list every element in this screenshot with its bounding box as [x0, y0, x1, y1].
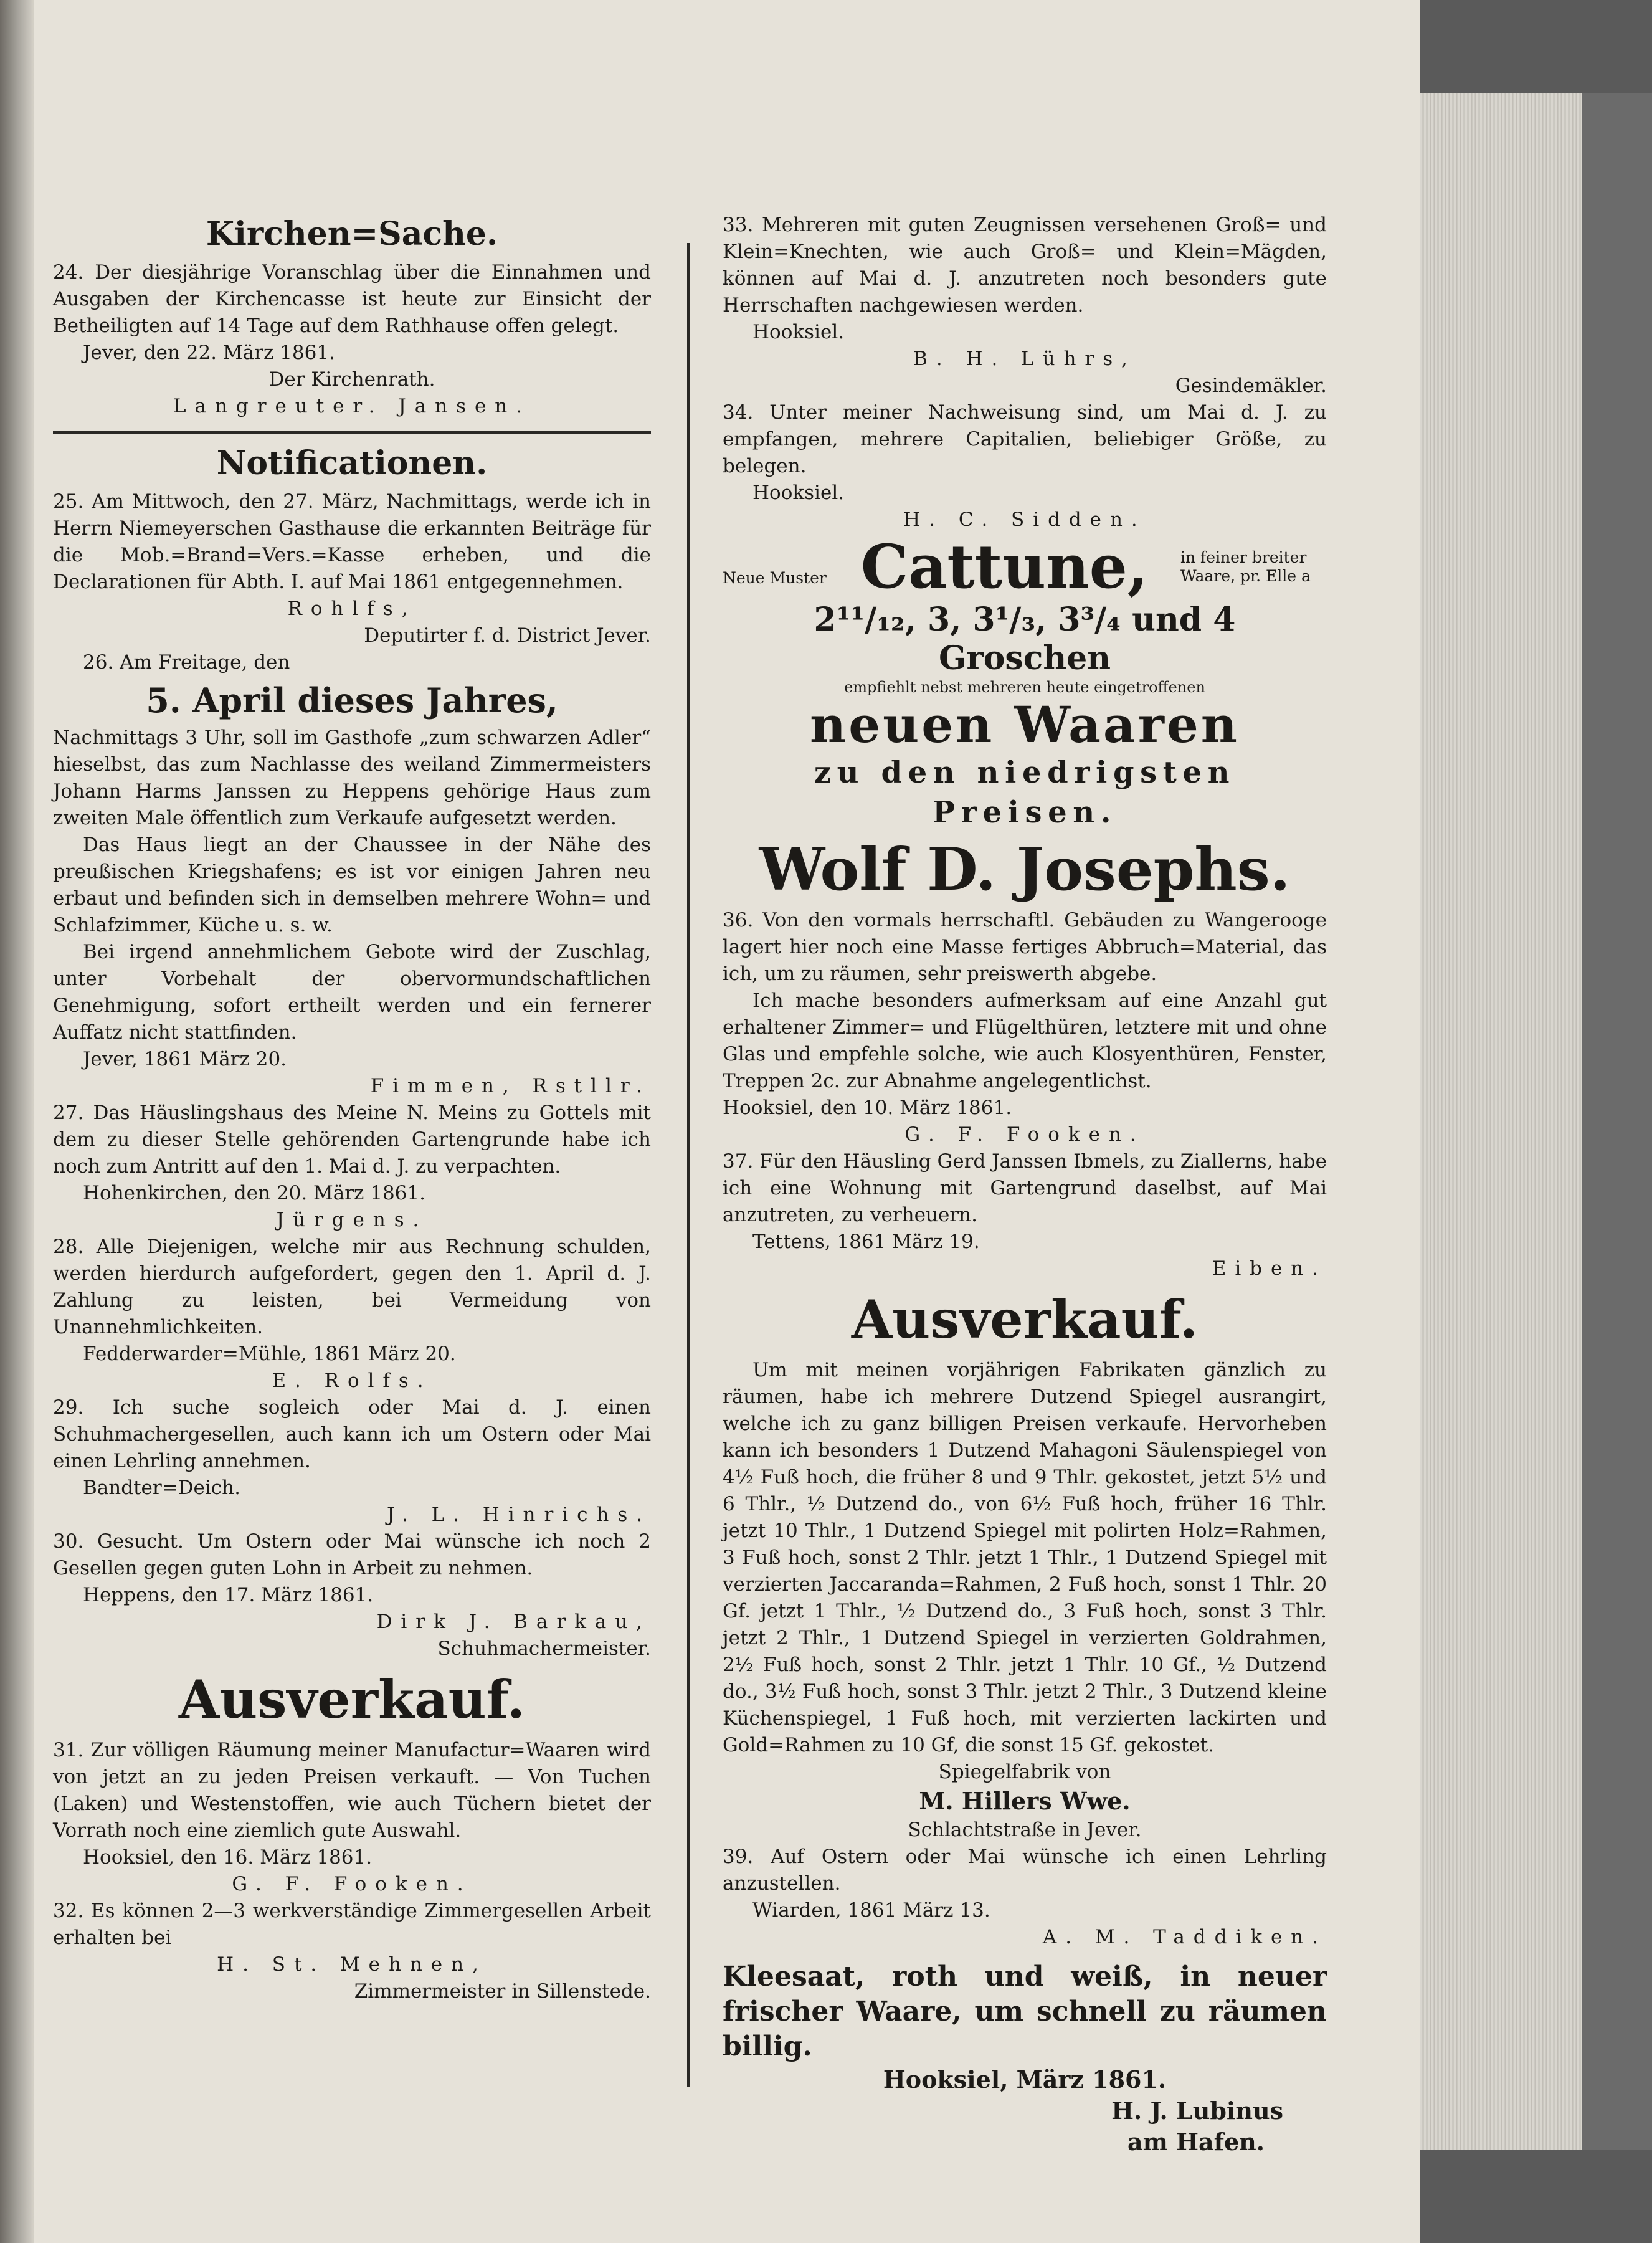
lubinus-address: am Hafen.	[1127, 2128, 1265, 2156]
notice-39-date: Wiarden, 1861 März 13.	[752, 1899, 990, 1922]
notice-26: Nachmittags 3 Uhr, soll im Gasthofe „zum schwarzen Adler“ hieselbst, das zum Nachlasse des weiland Zimmermeisters Johann Harms Janssen zu Heppens gehörige Haus zum zweiten Male öffentlich zum Verkaufe aufgesetzt werden.	[53, 726, 651, 829]
notice-30-date: Heppens, den 17. März 1861.	[83, 1584, 374, 1606]
notice-30-title: Schuhmachermeister.	[437, 1637, 651, 1660]
cattune-price: 2¹¹/₁₂, 3, 3¹/₃, 3³/₄ und 4 Groschen	[814, 601, 1236, 677]
notice-34-signature: H. C. Sidden.	[903, 508, 1146, 531]
notice-24-signature: Langreuter. Jansen.	[173, 395, 531, 417]
book-cover	[1582, 93, 1652, 2150]
notice-31-date: Hooksiel, den 16. März 1861.	[83, 1846, 373, 1869]
spiegelfabrik-label: Spiegelfabrik von	[938, 1761, 1111, 1783]
notice-26-terms: Bei irgend annehmlichem Gebote wird der Zuschlag, unter Vorbehalt der obervormundschaftlichen Genehmigung, sofort ertheilt werden und ein fernerer Auffatz nicht stattfinden.	[53, 941, 651, 1044]
notice-27-date: Hohenkirchen, den 20. März 1861.	[83, 1182, 425, 1204]
notice-31-signature: G. F. Fooken.	[232, 1873, 472, 1895]
notice-33-signature: B. H. Lührs,	[913, 348, 1136, 370]
lubinus-name: H. J. Lubinus	[1111, 2097, 1283, 2125]
notice-37-date: Tettens, 1861 März 19.	[752, 1231, 980, 1253]
notice-28: 28. Alle Diejenigen, welche mir aus Rechnung schulden, werden hierdurch aufgefordert, gegen den 1. April d. J. Zahlung zu leisten, bei Vermeidung von Unannehmlichkeiten.	[53, 1236, 651, 1338]
notice-39: 39. Auf Ostern oder Mai wünsche ich einen Lehrling anzustellen.	[723, 1845, 1327, 1895]
notice-36-doors: Ich mache besonders aufmerksam auf eine Anzahl gut erhaltener Zimmer= und Flügelthüren, letztere mit und ohne Glas und empfehle solche, wie auch Klosyenthüren, Fenster, Treppen 2c. zur Abnahme angelegentlichst.	[723, 989, 1327, 1092]
notice-31: 31. Zur völligen Räumung meiner Manufactur=Waaren wird von jetzt an zu jeden Preisen verkauft. — Von Tuchen (Laken) und Westenstoffen, wie auch Tüchern bietet der Vorrath noch eine ziemlich gute Auswahl.	[53, 1739, 651, 1842]
notice-29: 29. Ich suche sogleich oder Mai d. J. einen Schuhmachergesellen, auch kann ich um Ostern oder Mai einen Lehrling annehmen.	[53, 1396, 651, 1472]
notice-24-org: Der Kirchenrath.	[268, 368, 435, 391]
notice-36: 36. Von den vormals herrschaftl. Gebäuden zu Wangerooge lagert hier noch eine Masse fertiges Abbruch=Material, das ich, um zu räumen, sehr preiswerth abgebe.	[723, 909, 1327, 985]
notice-26-house: Das Haus liegt an der Chaussee in der Nähe des preußischen Kriegshafens; es ist vor einigen Jahren neu erbaut und befinden sich in demselben mehrere Wohn= und Schlafzimmer, Küche u. s. w.	[53, 834, 651, 936]
notice-26-date-headline: 5. April dieses Jahres,	[146, 680, 558, 720]
notice-34-place: Hooksiel.	[752, 482, 845, 504]
notice-27: 27. Das Häuslingshaus des Meine N. Meins zu Gottels mit dem zu dieser Stelle gehörenden Gartengrunde habe ich noch zum Antritt auf den 1. Mai d. J. zu verpachten.	[53, 1102, 651, 1178]
notice-29-signature: J. L. Hinrichs.	[386, 1503, 651, 1526]
notice-29-place: Bandter=Deich.	[83, 1477, 240, 1499]
notice-26-intro: 26. Am Freitage, den	[83, 651, 290, 674]
right-column	[723, 212, 1327, 2158]
notice-32: 32. Es können 2—3 werkverständige Zimmergesellen Arbeit erhalten bei	[53, 1900, 651, 1949]
notice-30-signature: Dirk J. Barkau,	[376, 1611, 651, 1633]
notice-25-title: Deputirter f. d. District Jever.	[364, 624, 651, 647]
notice-33: 33. Mehreren mit guten Zeugnissen versehenen Groß= und Klein=Knechten, wie auch Groß= und Klein=Mägden, können auf Mai d. J. anzutreten noch besonders gute Herrschaften nachgewiesen werden.	[723, 214, 1327, 317]
notice-33-title: Gesindemäkler.	[1175, 374, 1327, 397]
notice-39-signature: A. M. Taddiken.	[1042, 1926, 1327, 1948]
neuen-waaren-headline: neuen Waaren	[810, 695, 1240, 754]
cattune-left-note: Neue Muster	[723, 568, 827, 587]
notice-28-signature: E. Rolfs.	[272, 1369, 432, 1392]
cattune-ad	[723, 533, 1327, 601]
notice-36-date: Hooksiel, den 10. März 1861.	[723, 1097, 1012, 1119]
book-page-edges	[1420, 93, 1582, 2150]
notificationen-heading: Notificationen.	[216, 444, 488, 482]
notice-25-name: Rohlfs,	[287, 598, 417, 620]
notice-37-signature: Eiben.	[1212, 1257, 1327, 1280]
notice-32-title: Zimmermeister in Sillenstede.	[354, 1980, 651, 2003]
notice-25: 25. Am Mittwoch, den 27. März, Nachmittags, werde ich in Herrn Niemeyerschen Gasthause die erkannten Beiträge für die Mob.=Brand=Vers.=Kasse erheben, und die Declarationen für Abth. I. auf Mai 1861 entgegennehmen.	[53, 490, 651, 593]
ausverkauf-headline-left: Ausverkauf.	[178, 1669, 526, 1730]
notice-32-signature: H. St. Mehnen,	[217, 1953, 487, 1976]
notice-24-date: Jever, den 22. März 1861.	[83, 341, 335, 364]
hillers-name: M. Hillers Wwe.	[919, 1787, 1131, 1815]
notice-27-signature: Jürgens.	[276, 1209, 428, 1231]
book-gutter	[0, 0, 34, 2243]
ausverkauf-headline-right: Ausverkauf.	[851, 1288, 1199, 1350]
kleesaat-ad: Kleesaat, roth und weiß, in neuer frischer Waare, um schnell zu räumen billig.	[723, 1961, 1327, 2062]
notice-26-signature: Fimmen, Rstllr.	[370, 1075, 651, 1097]
notice-33-place: Hooksiel.	[752, 321, 845, 343]
cattune-title: Cattune,	[860, 531, 1149, 602]
notice-36-signature: G. F. Fooken.	[904, 1123, 1145, 1146]
section-rule	[53, 431, 651, 434]
cattune-right-note: in feiner breiter Waare, pr. Elle a	[1180, 548, 1311, 585]
notice-37: 37. Für den Häusling Gerd Janssen Ibmels, zu Ziallerns, habe ich eine Wohnung mit Gartengrund daselbst, auf Mai anzutreten, zu verheuern.	[723, 1150, 1327, 1226]
kleesaat-date: Hooksiel, März 1861.	[883, 2065, 1167, 2093]
cattune-small-text: empfiehlt nebst mehreren heute eingetroffenen	[844, 679, 1205, 696]
niedrigsten-preisen: zu den niedrigsten Preisen.	[814, 755, 1236, 830]
notice-38-mirrors: Um mit meinen vorjährigen Fabrikaten gänzlich zu räumen, habe ich mehrere Dutzend Spiegel ausrangirt, welche ich zu ganz billigen Preisen verkaufe. Hervorheben kann ich besonders 1 Dutzend Mahagoni Säulenspiegel von 4½ Fuß hoch, die früher 8 und 9 Thlr. gekostet, jetzt 5½ und 6 Thlr., ½ Dutzend do., von 6½ Fuß hoch, früher 16 Thlr. jetzt 10 Thlr., 1 Dutzend Spiegel mit polirten Holz=Rahmen, 3 Fuß hoch, sonst 2 Thlr. jetzt 1 Thlr., 1 Dutzend Spiegel mit verzierten Jaccaranda=Rahmen, 2 Fuß hoch, sonst 1 Thlr. 20 Gf. jetzt 1 Thlr., ½ Dutzend do., 3 Fuß hoch, sonst 3 Thlr. jetzt 2 Thlr., 1 Dutzend Spiegel in verzierten Goldrahmen, 2½ Fuß hoch, sonst 2 Thlr. jetzt 1 Thlr. 10 Gf., ½ Dutzend do., 3½ Fuß hoch, sonst 3 Thlr. jetzt 2 Thlr., 3 Dutzend kleine Küchenspiegel, 1 Fuß hoch, mit verzierten lackirten und Gold=Rahmen zu 10 Gf, die sonst 15 Gf. gekostet.	[723, 1359, 1327, 1756]
column-divider	[687, 243, 690, 2087]
left-column	[53, 212, 651, 2005]
kirchen-heading: Kirchen=Sache.	[206, 215, 498, 253]
notice-24: 24. Der diesjährige Voranschlag über die Einnahmen und Ausgaben der Kirchencasse ist heute zur Einsicht der Betheiligten auf 14 Tage auf dem Rathhause offen gelegt.	[53, 261, 651, 337]
notice-28-date: Fedderwarder=Mühle, 1861 März 20.	[83, 1343, 456, 1365]
notice-34: 34. Unter meiner Nachweisung sind, um Mai d. J. zu empfangen, mehrere Capitalien, beliebiger Größe, zu belegen.	[723, 401, 1327, 477]
notice-30: 30. Gesucht. Um Ostern oder Mai wünsche ich noch 2 Gesellen gegen guten Lohn in Arbeit zu nehmen.	[53, 1530, 651, 1579]
hillers-address: Schlachtstraße in Jever.	[908, 1819, 1142, 1841]
notice-26-date: Jever, 1861 März 20.	[83, 1048, 287, 1070]
wolf-josephs-name: Wolf D. Josephs.	[759, 836, 1291, 904]
